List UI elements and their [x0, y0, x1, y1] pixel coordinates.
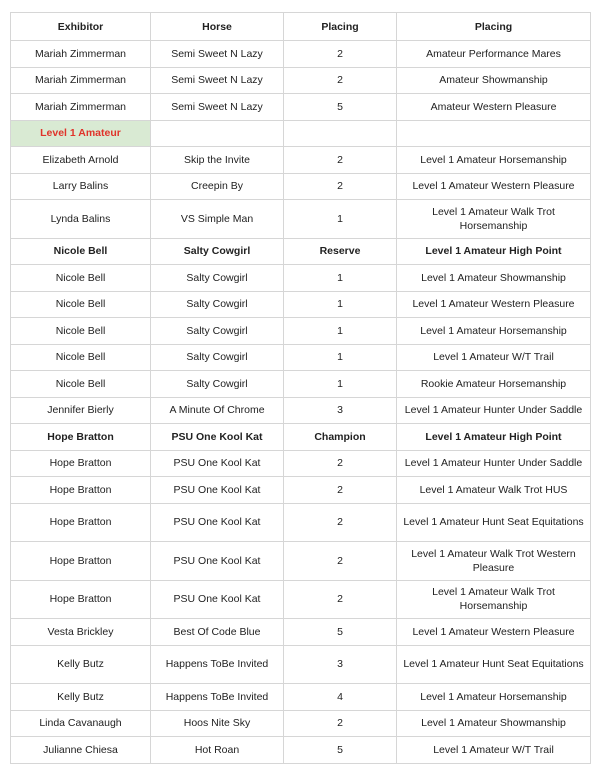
table-row [11, 291, 591, 318]
class-cell: Level 1 Amateur Hunter Under Saddle [397, 397, 591, 424]
table-row [11, 580, 591, 619]
class-cell: Amateur Showmanship [397, 67, 591, 94]
table-row [11, 344, 591, 371]
class-cell: Level 1 Amateur Western Pleasure [397, 619, 591, 646]
class-cell: Level 1 Amateur Western Pleasure [397, 173, 591, 200]
horse-cell: Skip the Invite [151, 147, 284, 174]
empty-cell [151, 120, 284, 147]
placing-cell: 2 [284, 542, 397, 581]
section-row [11, 120, 591, 147]
placing-cell: Champion [284, 424, 397, 451]
class-cell: Level 1 Amateur Western Pleasure [397, 291, 591, 318]
horse-cell: PSU One Kool Kat [151, 542, 284, 581]
horse-cell: VS Simple Man [151, 200, 284, 239]
empty-cell [397, 120, 591, 147]
horse-cell: Salty Cowgirl [151, 265, 284, 292]
table-row [11, 645, 591, 684]
column-header-placing: Placing [284, 13, 397, 41]
class-cell: Level 1 Amateur Hunt Seat Equitations [397, 503, 591, 542]
column-header-horse: Horse [151, 13, 284, 41]
exhibitor-cell: Vesta Brickley [11, 619, 151, 646]
horse-cell: Semi Sweet N Lazy [151, 67, 284, 94]
table-row [11, 684, 591, 711]
table-row [11, 67, 591, 94]
table-row [11, 710, 591, 737]
exhibitor-cell: Kelly Butz [11, 645, 151, 684]
table-row [11, 173, 591, 200]
placing-cell: 1 [284, 318, 397, 345]
exhibitor-cell: Nicole Bell [11, 371, 151, 398]
placing-cell: 3 [284, 645, 397, 684]
exhibitor-cell: Nicole Bell [11, 265, 151, 292]
horse-cell: PSU One Kool Kat [151, 450, 284, 477]
placing-cell: 1 [284, 371, 397, 398]
horse-cell: Salty Cowgirl [151, 291, 284, 318]
table-row [11, 94, 591, 121]
exhibitor-cell: Hope Bratton [11, 450, 151, 477]
exhibitor-cell: Hope Bratton [11, 503, 151, 542]
exhibitor-cell: Nicole Bell [11, 291, 151, 318]
exhibitor-cell: Mariah Zimmerman [11, 67, 151, 94]
empty-cell [284, 120, 397, 147]
exhibitor-cell: Larry Balins [11, 173, 151, 200]
table-row [11, 397, 591, 424]
horse-cell: Salty Cowgirl [151, 344, 284, 371]
horse-cell: Semi Sweet N Lazy [151, 41, 284, 68]
placing-cell: 4 [284, 684, 397, 711]
class-cell: Amateur Western Pleasure [397, 94, 591, 121]
exhibitor-cell: Hope Bratton [11, 477, 151, 504]
section-header-cell: Level 1 Amateur [11, 120, 151, 147]
exhibitor-cell: Hope Bratton [11, 424, 151, 451]
placing-cell: 2 [284, 41, 397, 68]
class-cell: Level 1 Amateur W/T Trail [397, 737, 591, 764]
placing-cell: 3 [284, 397, 397, 424]
placing-cell: Reserve [284, 238, 397, 265]
horse-cell: Happens ToBe Invited [151, 684, 284, 711]
table-row [11, 371, 591, 398]
placing-cell: 2 [284, 477, 397, 504]
placing-cell: 5 [284, 619, 397, 646]
placing-cell: 1 [284, 265, 397, 292]
table-row [11, 737, 591, 764]
horse-cell: Salty Cowgirl [151, 318, 284, 345]
horse-cell: A Minute Of Chrome [151, 397, 284, 424]
results-table-container [10, 12, 590, 764]
horse-cell: Salty Cowgirl [151, 238, 284, 265]
table-row [11, 238, 591, 265]
class-cell: Level 1 Amateur Hunt Seat Equitations [397, 645, 591, 684]
exhibitor-cell: Nicole Bell [11, 318, 151, 345]
exhibitor-cell: Hope Bratton [11, 542, 151, 581]
class-cell: Amateur Performance Mares [397, 41, 591, 68]
exhibitor-cell: Julianne Chiesa [11, 737, 151, 764]
placing-cell: 2 [284, 503, 397, 542]
horse-cell: Salty Cowgirl [151, 371, 284, 398]
class-cell: Level 1 Amateur Walk Trot HUS [397, 477, 591, 504]
results-table [10, 12, 591, 764]
placing-cell: 1 [284, 344, 397, 371]
placing-cell: 1 [284, 291, 397, 318]
table-row [11, 41, 591, 68]
class-cell: Level 1 Amateur High Point [397, 238, 591, 265]
horse-cell: PSU One Kool Kat [151, 424, 284, 451]
table-row [11, 200, 591, 239]
horse-cell: PSU One Kool Kat [151, 477, 284, 504]
class-cell: Level 1 Amateur Horsemanship [397, 318, 591, 345]
table-row [11, 147, 591, 174]
exhibitor-cell: Nicole Bell [11, 344, 151, 371]
exhibitor-cell: Lynda Balins [11, 200, 151, 239]
table-row [11, 424, 591, 451]
class-cell: Level 1 Amateur Walk Trot Western Pleasure [397, 542, 591, 581]
exhibitor-cell: Kelly Butz [11, 684, 151, 711]
class-cell: Level 1 Amateur W/T Trail [397, 344, 591, 371]
table-row [11, 542, 591, 581]
table-row [11, 318, 591, 345]
exhibitor-cell: Nicole Bell [11, 238, 151, 265]
class-cell: Level 1 Amateur Horsemanship [397, 147, 591, 174]
table-row [11, 619, 591, 646]
table-row [11, 503, 591, 542]
table-row [11, 477, 591, 504]
exhibitor-cell: Hope Bratton [11, 580, 151, 619]
horse-cell: Happens ToBe Invited [151, 645, 284, 684]
column-header-class: Placing [397, 13, 591, 41]
placing-cell: 2 [284, 173, 397, 200]
placing-cell: 1 [284, 200, 397, 239]
table-body [11, 41, 591, 764]
exhibitor-cell: Mariah Zimmerman [11, 41, 151, 68]
exhibitor-cell: Jennifer Bierly [11, 397, 151, 424]
horse-cell: Hot Roan [151, 737, 284, 764]
horse-cell: PSU One Kool Kat [151, 580, 284, 619]
table-header-row [11, 13, 591, 41]
horse-cell: PSU One Kool Kat [151, 503, 284, 542]
placing-cell: 5 [284, 94, 397, 121]
class-cell: Rookie Amateur Horsemanship [397, 371, 591, 398]
horse-cell: Semi Sweet N Lazy [151, 94, 284, 121]
placing-cell: 2 [284, 710, 397, 737]
horse-cell: Best Of Code Blue [151, 619, 284, 646]
class-cell: Level 1 Amateur Horsemanship [397, 684, 591, 711]
class-cell: Level 1 Amateur High Point [397, 424, 591, 451]
class-cell: Level 1 Amateur Walk Trot Horsemanship [397, 200, 591, 239]
exhibitor-cell: Linda Cavanaugh [11, 710, 151, 737]
class-cell: Level 1 Amateur Showmanship [397, 710, 591, 737]
placing-cell: 2 [284, 147, 397, 174]
placing-cell: 2 [284, 450, 397, 477]
placing-cell: 5 [284, 737, 397, 764]
table-row [11, 265, 591, 292]
column-header-exhibitor: Exhibitor [11, 13, 151, 41]
table-row [11, 450, 591, 477]
placing-cell: 2 [284, 580, 397, 619]
class-cell: Level 1 Amateur Walk Trot Horsemanship [397, 580, 591, 619]
class-cell: Level 1 Amateur Showmanship [397, 265, 591, 292]
class-cell: Level 1 Amateur Hunter Under Saddle [397, 450, 591, 477]
exhibitor-cell: Mariah Zimmerman [11, 94, 151, 121]
placing-cell: 2 [284, 67, 397, 94]
exhibitor-cell: Elizabeth Arnold [11, 147, 151, 174]
horse-cell: Hoos Nite Sky [151, 710, 284, 737]
horse-cell: Creepin By [151, 173, 284, 200]
